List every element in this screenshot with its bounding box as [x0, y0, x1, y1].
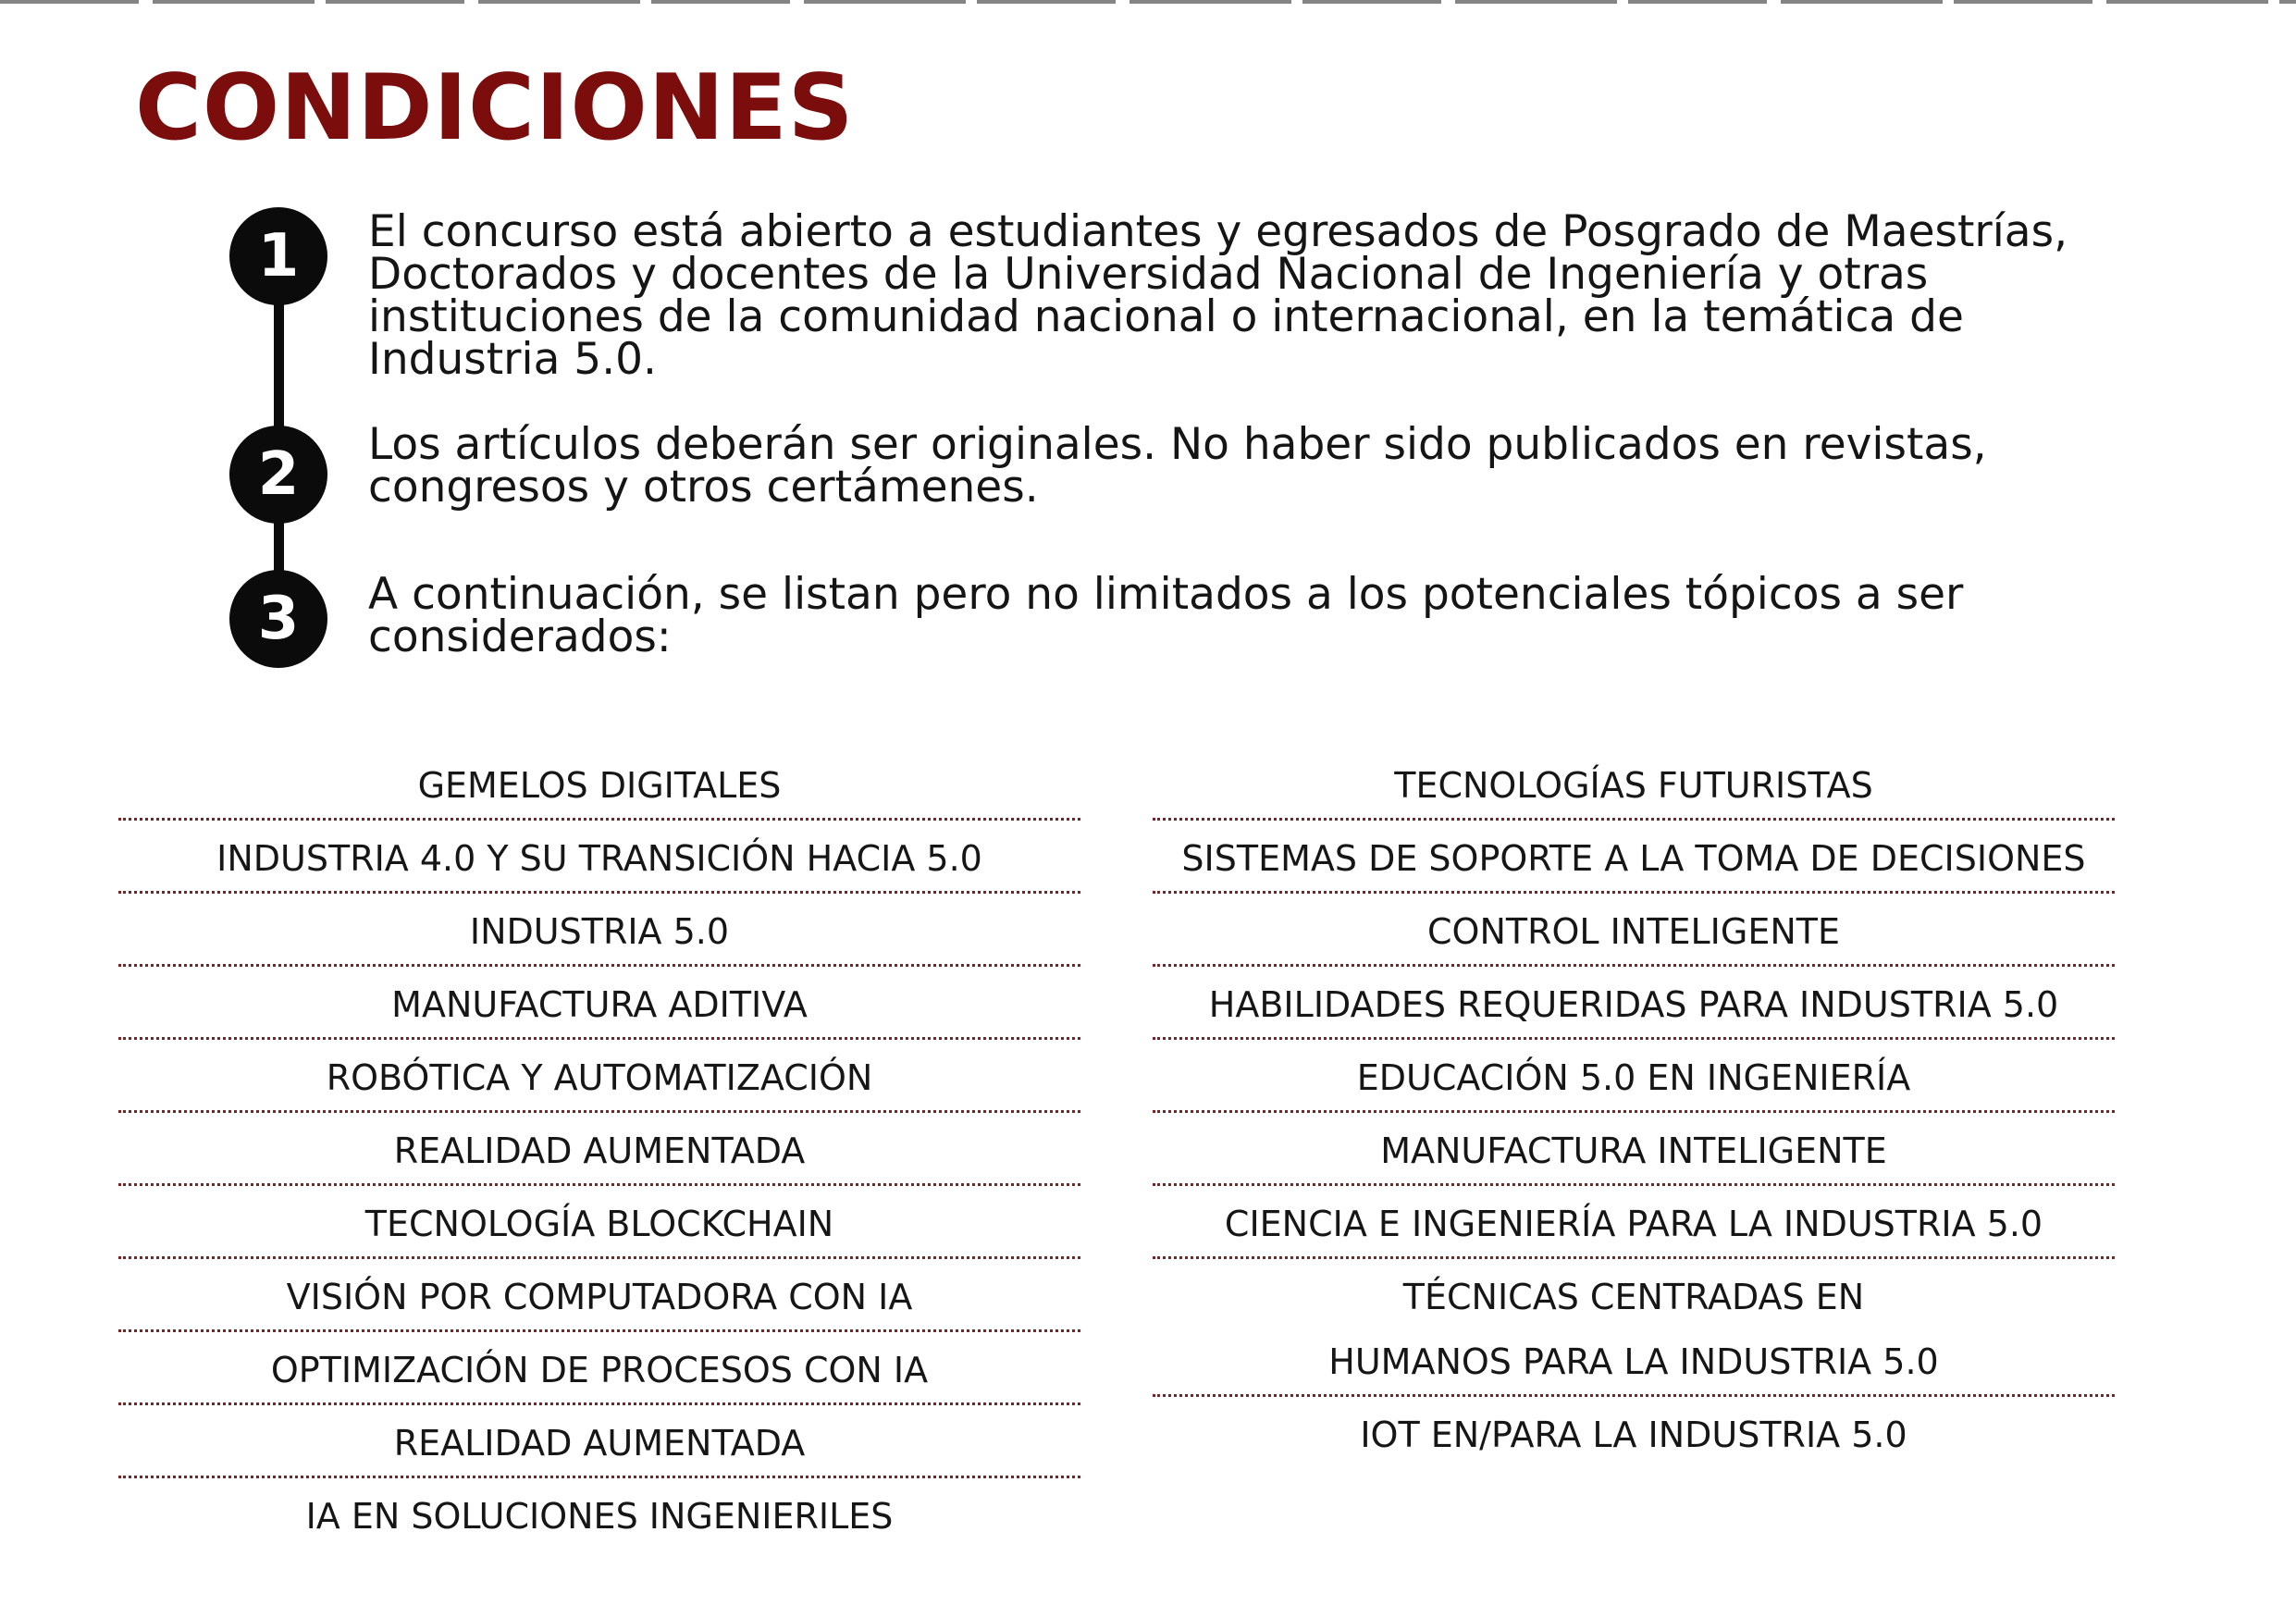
topic-label: TECNOLOGÍA BLOCKCHAIN	[364, 1204, 834, 1244]
topic-label: CIENCIA E INGENIERÍA PARA LA INDUSTRIA 5.0	[1224, 1204, 2043, 1244]
topic-item	[118, 967, 1080, 1040]
topic-item	[1153, 894, 2115, 967]
topic-item	[118, 1478, 1080, 1549]
step-3-badge: 3	[229, 570, 327, 668]
page-title: CONDICIONES	[135, 56, 855, 161]
topic-label: ROBÓTICA Y AUTOMATIZACIÓN	[326, 1057, 873, 1098]
topic-label-line-2: HUMANOS PARA LA INDUSTRIA 5.0	[1328, 1341, 1939, 1382]
topic-item	[118, 1405, 1080, 1478]
step-2-text: Los artículos deberán ser originales. No haber sido publicados en revistas, congresos y otros certámenes.	[368, 419, 1987, 513]
topic-label: HABILIDADES REQUERIDAS PARA INDUSTRIA 5.0	[1208, 984, 2059, 1025]
topic-item	[1153, 1040, 2115, 1113]
topics-left-column	[118, 747, 1080, 1549]
topics-right-column	[1153, 747, 2115, 1467]
topic-item	[118, 894, 1080, 967]
topic-label: VISIÓN POR COMPUTADORA CON IA	[286, 1277, 913, 1317]
topic-item	[1153, 1113, 2115, 1186]
topic-item	[118, 1332, 1080, 1405]
topic-item	[1153, 1397, 2115, 1467]
topic-item	[118, 1186, 1080, 1259]
topic-label: CONTROL INTELIGENTE	[1427, 911, 1840, 952]
step-1-text: El concurso está abierto a estudiantes y egresados de Posgrado de Maestrías, Doctorados y docentes de la Universidad Nacional de Ingeniería y otras instituciones de la comunidad nacional o internacional, en la temática de Industria 5.0.	[368, 206, 2068, 385]
topic-item	[118, 1113, 1080, 1186]
topic-item	[118, 1040, 1080, 1113]
step-2-badge: 2	[229, 426, 327, 524]
topic-label: MANUFACTURA INTELIGENTE	[1380, 1130, 1887, 1171]
topic-label: TECNOLOGÍAS FUTURISTAS	[1394, 765, 1873, 806]
top-divider	[0, 0, 2296, 4]
topic-item	[1153, 967, 2115, 1040]
topic-item	[118, 1259, 1080, 1332]
topic-label: IOT EN/PARA LA INDUSTRIA 5.0	[1360, 1415, 1907, 1455]
topic-item	[1153, 821, 2115, 894]
topic-label: IA EN SOLUCIONES INGENIERILES	[305, 1496, 894, 1537]
topic-label: EDUCACIÓN 5.0 EN INGENIERÍA	[1356, 1057, 1911, 1098]
topic-label-line-1: TÉCNICAS CENTRADAS EN	[1402, 1277, 1865, 1317]
topic-label: OPTIMIZACIÓN DE PROCESOS CON IA	[270, 1350, 929, 1390]
topic-item	[1153, 747, 2115, 821]
topic-item-two-line	[1153, 1259, 2115, 1397]
topic-label: INDUSTRIA 4.0 Y SU TRANSICIÓN HACIA 5.0	[216, 838, 982, 879]
topic-label: MANUFACTURA ADITIVA	[391, 984, 808, 1025]
topic-item	[1153, 1186, 2115, 1259]
step-3-text: A continuación, se listan pero no limitados a los potenciales tópicos a ser considerados:	[368, 569, 1964, 662]
topic-item	[118, 821, 1080, 894]
topic-label: REALIDAD AUMENTADA	[393, 1130, 806, 1171]
topic-label: GEMELOS DIGITALES	[417, 765, 782, 806]
topic-label: SISTEMAS DE SOPORTE A LA TOMA DE DECISIONES	[1181, 838, 2086, 879]
topic-label: REALIDAD AUMENTADA	[393, 1423, 806, 1464]
topic-item	[118, 747, 1080, 821]
topic-label: INDUSTRIA 5.0	[469, 911, 730, 952]
step-1-badge: 1	[229, 207, 327, 305]
